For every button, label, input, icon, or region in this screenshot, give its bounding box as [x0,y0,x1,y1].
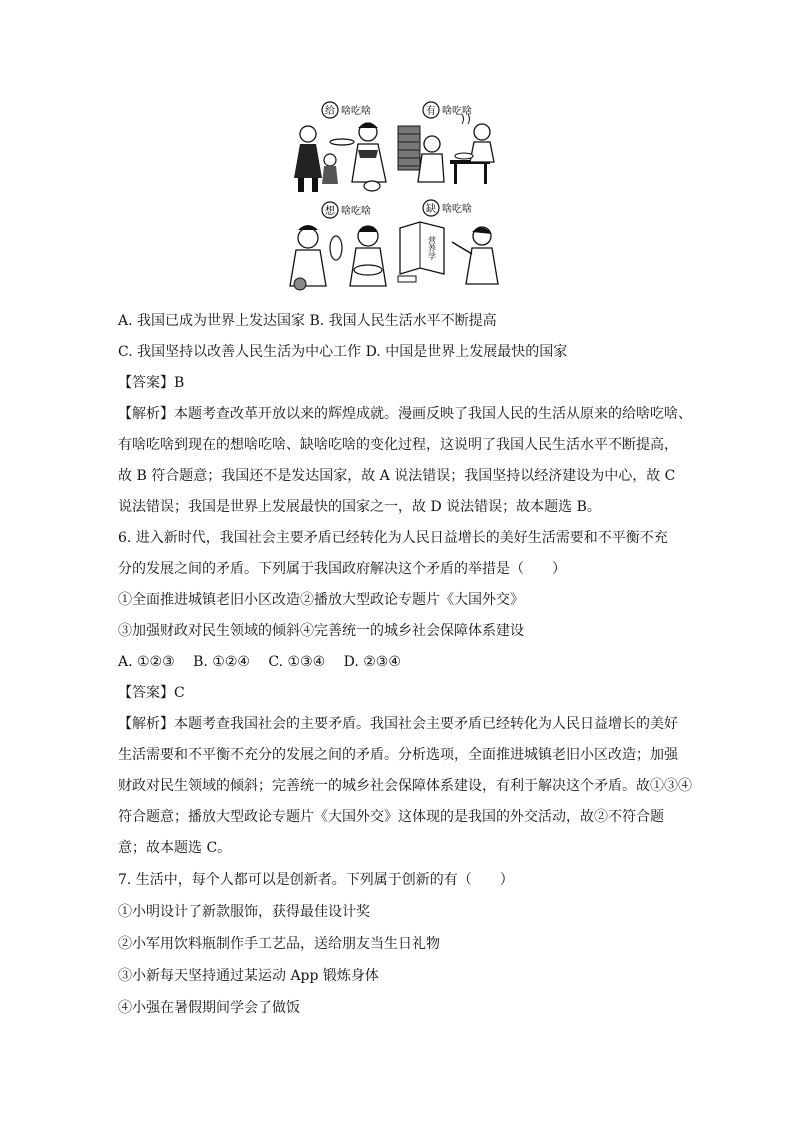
panel-4-caption: 啥吃啥 [442,204,472,215]
q6-analysis-line-4: 符合题意；播放大型政论专题片《大国外交》这体现的是我国的外交活动，故②不符合题 [118,809,664,825]
q6-options: A. ①②③ B. ①②④ C. ①③④ D. ②③④ [118,654,401,670]
q6-item-line-2: ③加强财政对民生领域的倾斜④完善统一的城乡社会保障体系建设 [118,623,524,639]
q6-analysis-line-1: 【解析】本题考查我国社会的主要矛盾。我国社会主要矛盾已经转化为人民日益增长的美好 [118,716,678,732]
panel-1-circle-char: 给 [325,106,335,117]
cartoon-panel-4 [398,200,498,284]
q7-item-2: ②小军用饮料瓶制作手工艺品，送给朋友当生日礼物 [118,936,440,952]
q7-stem: 7. 生活中，每个人都可以是创新者。下列属于创新的有（ ） [118,872,514,888]
q6-analysis-line-3: 财政对民生领域的倾斜；完善统一的城乡社会保障体系建设，有利于解决这个矛盾。故①③④ [118,778,692,794]
book-title: 营养学 [427,236,437,260]
q6-item-line-1: ①全面推进城镇老旧小区改造②播放大型政论专题片《大国外交》 [118,592,524,608]
panel-2-circle-char: 有 [426,106,436,117]
q7-item-1: ①小明设计了新款服饰，获得最佳设计奖 [118,904,370,920]
q5-options-line-1: A. 我国已成为世界上发达国家 B. 我国人民生活水平不断提高 [118,313,497,329]
q6-analysis-line-2: 生活需要和不平衡不充分的发展之间的矛盾。分析选项，全面推进城镇老旧小区改造；加强 [118,747,678,763]
cartoon-figure [286,98,508,294]
cartoon-panel-2 [398,102,494,184]
q7-item-4: ④小强在暑假期间学会了做饭 [118,1000,300,1016]
q5-analysis-line-3: 故 B 符合题意；我国还不是发达国家，故 A 说法错误；我国坚持以经济建设为中心，故 C [118,468,676,484]
q5-analysis-line-4: 说法错误；我国是世界上发展最快的国家之一，故 D 说法错误；故本题选 B。 [118,499,601,515]
panel-3-circle-char: 想 [325,206,335,217]
panel-4-circle-char: 缺 [426,204,436,215]
q7-item-3: ③小新每天坚持通过某运动 App 锻炼身体 [118,968,379,984]
q6-analysis-line-5: 意；故本题选 C。 [118,840,232,856]
q6-answer: 【答案】C [118,685,185,701]
cartoon-panel-3 [290,202,386,290]
cartoon-panel-1 [294,102,386,192]
panel-3-caption: 啥吃啥 [341,206,371,217]
q5-analysis-line-1: 【解析】本题考查改革开放以来的辉煌成就。漫画反映了我国人民的生活从原来的给啥吃啥、 [118,406,692,422]
q6-stem-line-1: 6. 进入新时代，我国社会主要矛盾已经转化为人民日益增长的美好生活需要和不平衡不充 [118,530,668,546]
q6-stem-line-2: 分的发展之间的矛盾。下列属于我国政府解决这个矛盾的举措是（ ） [118,561,566,577]
q5-answer: 【答案】B [118,375,185,391]
panel-1-caption: 啥吃啥 [341,106,371,117]
panel-2-caption: 啥吃啥 [442,106,472,117]
q5-options-line-2: C. 我国坚持以改善人民生活为中心工作 D. 中国是世界上发展最快的国家 [118,344,568,360]
q5-analysis-line-2: 有啥吃啥到现在的想啥吃啥、缺啥吃啥的变化过程，这说明了我国人民生活水平不断提高， [118,437,678,453]
